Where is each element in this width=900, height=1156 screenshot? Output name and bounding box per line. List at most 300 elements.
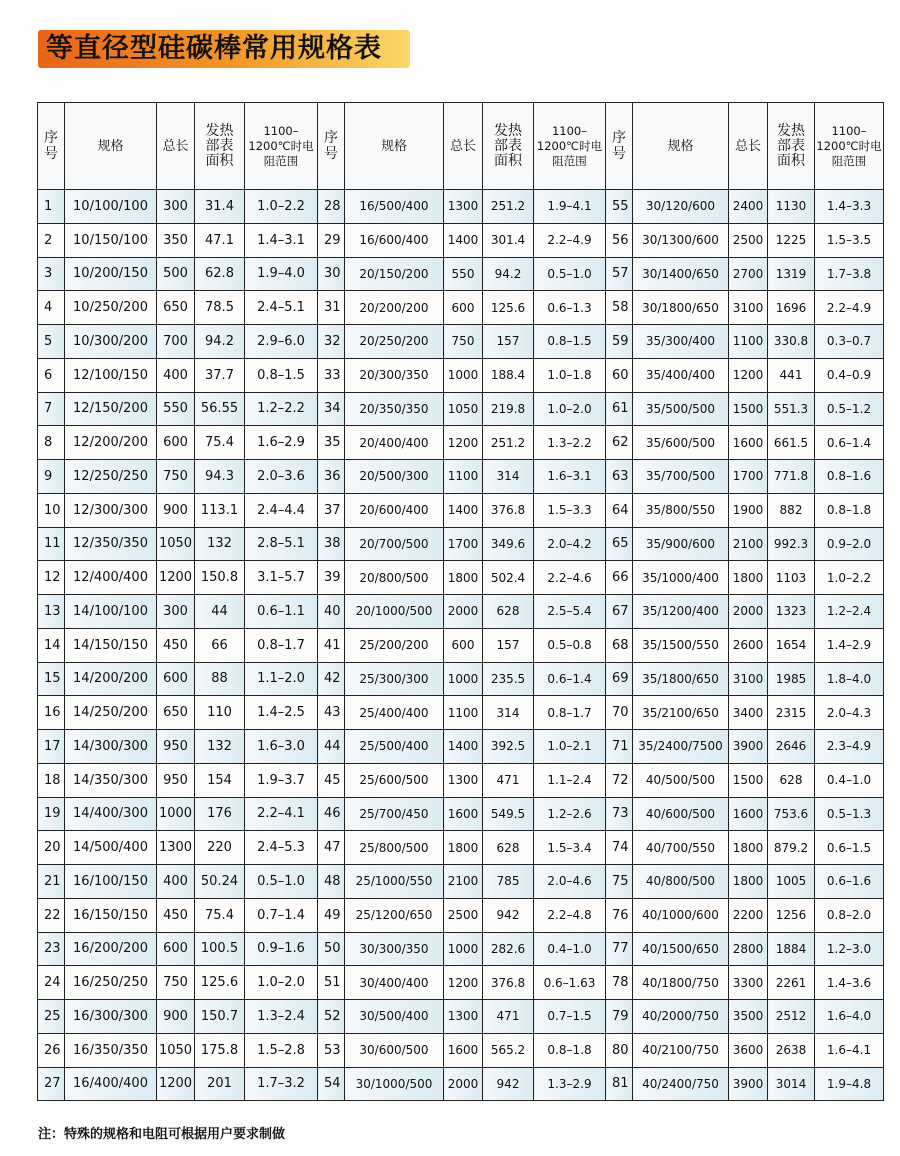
length-cell: 3300 xyxy=(729,966,768,1000)
row-number: 62 xyxy=(606,426,633,460)
area-cell: 201 xyxy=(195,1067,245,1101)
area-cell: 157 xyxy=(483,628,534,662)
area-cell: 1319 xyxy=(768,257,815,291)
resistance-cell: 1.9–4.1 xyxy=(534,190,606,224)
spec-cell: 16/250/250 xyxy=(65,966,157,1000)
spec-cell: 35/600/500 xyxy=(633,426,729,460)
length-cell: 1200 xyxy=(729,358,768,392)
table-row xyxy=(38,797,884,831)
area-cell: 47.1 xyxy=(195,223,245,257)
area-cell: 942 xyxy=(483,898,534,932)
header-spec xyxy=(633,103,729,190)
spec-cell: 35/2100/650 xyxy=(633,696,729,730)
resistance-cell: 0.6–1.4 xyxy=(815,426,884,460)
resistance-cell: 1.4–3.1 xyxy=(245,223,318,257)
resistance-cell: 0.7–1.5 xyxy=(534,1000,606,1034)
length-cell: 2200 xyxy=(729,898,768,932)
resistance-cell: 2.3–4.9 xyxy=(815,730,884,764)
spec-cell: 30/400/400 xyxy=(345,966,444,1000)
length-cell: 1300 xyxy=(444,190,483,224)
spec-cell: 25/1200/650 xyxy=(345,898,444,932)
row-number: 2 xyxy=(38,223,65,257)
resistance-cell: 1.4–2.5 xyxy=(245,696,318,730)
area-cell: 50.24 xyxy=(195,865,245,899)
row-number: 10 xyxy=(38,493,65,527)
row-number: 69 xyxy=(606,662,633,696)
header-area-label: 发热部表面积 xyxy=(777,122,805,169)
row-number: 50 xyxy=(318,932,345,966)
area-cell: 176 xyxy=(195,797,245,831)
area-cell: 66 xyxy=(195,628,245,662)
area-cell: 471 xyxy=(483,1000,534,1034)
header-length-label: 总长 xyxy=(162,138,189,154)
header-resistance xyxy=(534,103,606,190)
resistance-cell: 1.0–2.0 xyxy=(534,392,606,426)
length-cell: 1500 xyxy=(729,763,768,797)
resistance-cell: 0.4–1.0 xyxy=(815,763,884,797)
spec-cell: 10/150/100 xyxy=(65,223,157,257)
length-cell: 500 xyxy=(157,257,195,291)
row-number: 68 xyxy=(606,628,633,662)
spec-cell: 20/250/200 xyxy=(345,325,444,359)
spec-cell: 12/250/250 xyxy=(65,460,157,494)
area-cell: 1103 xyxy=(768,561,815,595)
length-cell: 2000 xyxy=(444,1067,483,1101)
row-number: 11 xyxy=(38,527,65,561)
spec-cell: 14/200/200 xyxy=(65,662,157,696)
spec-cell: 14/100/100 xyxy=(65,595,157,629)
length-cell: 3600 xyxy=(729,1033,768,1067)
resistance-cell: 1.5–2.8 xyxy=(245,1033,318,1067)
area-cell: 154 xyxy=(195,763,245,797)
row-number: 3 xyxy=(38,257,65,291)
resistance-cell: 0.8–1.8 xyxy=(815,493,884,527)
table-row xyxy=(38,662,884,696)
area-cell: 56.55 xyxy=(195,392,245,426)
length-cell: 1300 xyxy=(157,831,195,865)
row-number: 33 xyxy=(318,358,345,392)
row-number: 23 xyxy=(38,932,65,966)
resistance-cell: 1.9–3.7 xyxy=(245,763,318,797)
area-cell: 502.4 xyxy=(483,561,534,595)
area-cell: 992.3 xyxy=(768,527,815,561)
length-cell: 550 xyxy=(444,257,483,291)
table-row xyxy=(38,831,884,865)
spec-cell: 40/1500/650 xyxy=(633,932,729,966)
length-cell: 3100 xyxy=(729,291,768,325)
spec-cell: 35/1000/400 xyxy=(633,561,729,595)
length-cell: 400 xyxy=(157,358,195,392)
area-cell: 31.4 xyxy=(195,190,245,224)
row-number: 16 xyxy=(38,696,65,730)
area-cell: 251.2 xyxy=(483,426,534,460)
row-number: 72 xyxy=(606,763,633,797)
resistance-cell: 0.6–1.6 xyxy=(815,865,884,899)
spec-cell: 35/800/550 xyxy=(633,493,729,527)
spec-cell: 20/500/300 xyxy=(345,460,444,494)
length-cell: 750 xyxy=(157,966,195,1000)
row-number: 77 xyxy=(606,932,633,966)
length-cell: 1900 xyxy=(729,493,768,527)
table-row xyxy=(38,426,884,460)
spec-cell: 40/2000/750 xyxy=(633,1000,729,1034)
row-number: 65 xyxy=(606,527,633,561)
area-cell: 330.8 xyxy=(768,325,815,359)
spec-cell: 25/200/200 xyxy=(345,628,444,662)
resistance-cell: 0.9–2.0 xyxy=(815,527,884,561)
area-cell: 75.4 xyxy=(195,426,245,460)
resistance-cell: 0.4–0.9 xyxy=(815,358,884,392)
resistance-cell: 1.7–3.2 xyxy=(245,1067,318,1101)
resistance-cell: 1.5–3.4 xyxy=(534,831,606,865)
table-row xyxy=(38,392,884,426)
resistance-cell: 0.6–1.1 xyxy=(245,595,318,629)
row-number: 21 xyxy=(38,865,65,899)
row-number: 26 xyxy=(38,1033,65,1067)
spec-cell: 12/300/300 xyxy=(65,493,157,527)
spec-cell: 30/1300/600 xyxy=(633,223,729,257)
row-number: 6 xyxy=(38,358,65,392)
spec-cell: 40/500/500 xyxy=(633,763,729,797)
area-cell: 282.6 xyxy=(483,932,534,966)
resistance-cell: 1.6–3.0 xyxy=(245,730,318,764)
header-spec-label: 规格 xyxy=(97,138,124,154)
length-cell: 1000 xyxy=(157,797,195,831)
length-cell: 1800 xyxy=(444,831,483,865)
row-number: 9 xyxy=(38,460,65,494)
resistance-cell: 1.6–3.1 xyxy=(534,460,606,494)
row-number: 66 xyxy=(606,561,633,595)
row-number: 42 xyxy=(318,662,345,696)
length-cell: 3100 xyxy=(729,662,768,696)
area-cell: 882 xyxy=(768,493,815,527)
row-number: 80 xyxy=(606,1033,633,1067)
length-cell: 2500 xyxy=(444,898,483,932)
row-number: 67 xyxy=(606,595,633,629)
row-number: 41 xyxy=(318,628,345,662)
spec-cell: 35/400/400 xyxy=(633,358,729,392)
area-cell: 1130 xyxy=(768,190,815,224)
resistance-cell: 1.8–4.0 xyxy=(815,662,884,696)
area-cell: 661.5 xyxy=(768,426,815,460)
spec-cell: 16/300/300 xyxy=(65,1000,157,1034)
table-row xyxy=(38,460,884,494)
spec-cell: 16/500/400 xyxy=(345,190,444,224)
resistance-cell: 1.0–2.0 xyxy=(245,966,318,1000)
length-cell: 1400 xyxy=(444,223,483,257)
resistance-cell: 1.1–2.4 xyxy=(534,763,606,797)
resistance-cell: 2.5–5.4 xyxy=(534,595,606,629)
row-number: 70 xyxy=(606,696,633,730)
spec-cell: 25/600/500 xyxy=(345,763,444,797)
length-cell: 2800 xyxy=(729,932,768,966)
resistance-cell: 2.0–4.2 xyxy=(534,527,606,561)
area-cell: 1884 xyxy=(768,932,815,966)
area-cell: 113.1 xyxy=(195,493,245,527)
length-cell: 1800 xyxy=(444,561,483,595)
spec-cell: 40/700/550 xyxy=(633,831,729,865)
spec-cell: 30/120/600 xyxy=(633,190,729,224)
table-body xyxy=(38,190,884,1101)
length-cell: 3900 xyxy=(729,730,768,764)
length-cell: 2600 xyxy=(729,628,768,662)
header-no-label: 序号 xyxy=(612,130,626,162)
spec-cell: 20/400/400 xyxy=(345,426,444,460)
table-row xyxy=(38,257,884,291)
length-cell: 600 xyxy=(444,291,483,325)
resistance-cell: 1.6–4.0 xyxy=(815,1000,884,1034)
spec-cell: 16/400/400 xyxy=(65,1067,157,1101)
row-number: 48 xyxy=(318,865,345,899)
row-number: 52 xyxy=(318,1000,345,1034)
area-cell: 88 xyxy=(195,662,245,696)
resistance-cell: 1.4–3.3 xyxy=(815,190,884,224)
header-length-label: 总长 xyxy=(449,138,476,154)
row-number: 29 xyxy=(318,223,345,257)
area-cell: 942 xyxy=(483,1067,534,1101)
table-row xyxy=(38,898,884,932)
area-cell: 785 xyxy=(483,865,534,899)
resistance-cell: 2.0–4.3 xyxy=(815,696,884,730)
resistance-cell: 1.2–2.2 xyxy=(245,392,318,426)
area-cell: 314 xyxy=(483,696,534,730)
length-cell: 2700 xyxy=(729,257,768,291)
row-number: 59 xyxy=(606,325,633,359)
length-cell: 1050 xyxy=(157,1033,195,1067)
area-cell: 132 xyxy=(195,730,245,764)
header-resistance-label: 1100–1200℃时电阻范围 xyxy=(816,123,882,168)
length-cell: 1200 xyxy=(444,426,483,460)
area-cell: 628 xyxy=(768,763,815,797)
length-cell: 300 xyxy=(157,190,195,224)
resistance-cell: 1.9–4.0 xyxy=(245,257,318,291)
resistance-cell: 1.9–4.8 xyxy=(815,1067,884,1101)
spec-cell: 40/800/500 xyxy=(633,865,729,899)
area-cell: 44 xyxy=(195,595,245,629)
resistance-cell: 1.3–2.4 xyxy=(245,1000,318,1034)
header-resistance xyxy=(245,103,318,190)
length-cell: 1400 xyxy=(444,730,483,764)
resistance-cell: 1.5–3.5 xyxy=(815,223,884,257)
resistance-cell: 0.6–1.4 xyxy=(534,662,606,696)
spec-cell: 20/700/500 xyxy=(345,527,444,561)
area-cell: 125.6 xyxy=(483,291,534,325)
length-cell: 3500 xyxy=(729,1000,768,1034)
row-number: 25 xyxy=(38,1000,65,1034)
area-cell: 94.2 xyxy=(195,325,245,359)
table-row xyxy=(38,763,884,797)
table-row xyxy=(38,190,884,224)
resistance-cell: 0.5–1.0 xyxy=(534,257,606,291)
length-cell: 1050 xyxy=(444,392,483,426)
spec-cell: 10/100/100 xyxy=(65,190,157,224)
resistance-cell: 0.6–1.5 xyxy=(815,831,884,865)
spec-cell: 20/150/200 xyxy=(345,257,444,291)
length-cell: 1400 xyxy=(444,493,483,527)
spec-cell: 40/2100/750 xyxy=(633,1033,729,1067)
resistance-cell: 1.5–3.3 xyxy=(534,493,606,527)
length-cell: 1000 xyxy=(444,358,483,392)
table-row xyxy=(38,865,884,899)
resistance-cell: 2.2–4.8 xyxy=(534,898,606,932)
header-no xyxy=(38,103,65,190)
spec-cell: 16/200/200 xyxy=(65,932,157,966)
table-row xyxy=(38,325,884,359)
length-cell: 1300 xyxy=(444,763,483,797)
spec-cell: 35/1500/550 xyxy=(633,628,729,662)
resistance-cell: 0.8–1.5 xyxy=(534,325,606,359)
table-row xyxy=(38,628,884,662)
resistance-cell: 1.4–3.6 xyxy=(815,966,884,1000)
resistance-cell: 0.8–1.7 xyxy=(245,628,318,662)
area-cell: 1985 xyxy=(768,662,815,696)
area-cell: 628 xyxy=(483,595,534,629)
table-row xyxy=(38,561,884,595)
spec-cell: 35/1200/400 xyxy=(633,595,729,629)
length-cell: 2000 xyxy=(444,595,483,629)
spec-cell: 12/200/200 xyxy=(65,426,157,460)
area-cell: 376.8 xyxy=(483,966,534,1000)
area-cell: 471 xyxy=(483,763,534,797)
resistance-cell: 2.8–5.1 xyxy=(245,527,318,561)
spec-cell: 20/300/350 xyxy=(345,358,444,392)
table-row xyxy=(38,1033,884,1067)
spec-cell: 25/300/300 xyxy=(345,662,444,696)
area-cell: 314 xyxy=(483,460,534,494)
resistance-cell: 1.6–2.9 xyxy=(245,426,318,460)
header-length xyxy=(157,103,195,190)
resistance-cell: 0.6–1.63 xyxy=(534,966,606,1000)
row-number: 17 xyxy=(38,730,65,764)
length-cell: 1600 xyxy=(444,1033,483,1067)
area-cell: 94.3 xyxy=(195,460,245,494)
length-cell: 1500 xyxy=(729,392,768,426)
row-number: 31 xyxy=(318,291,345,325)
area-cell: 150.8 xyxy=(195,561,245,595)
area-cell: 1005 xyxy=(768,865,815,899)
spec-table xyxy=(37,102,884,1101)
row-number: 60 xyxy=(606,358,633,392)
spec-cell: 14/350/300 xyxy=(65,763,157,797)
area-cell: 441 xyxy=(768,358,815,392)
header-area-label: 发热部表面积 xyxy=(494,122,522,169)
spec-cell: 12/400/400 xyxy=(65,561,157,595)
row-number: 24 xyxy=(38,966,65,1000)
row-number: 45 xyxy=(318,763,345,797)
spec-cell: 35/1800/650 xyxy=(633,662,729,696)
resistance-cell: 1.2–2.4 xyxy=(815,595,884,629)
resistance-cell: 0.5–1.0 xyxy=(245,865,318,899)
area-cell: 2646 xyxy=(768,730,815,764)
area-cell: 175.8 xyxy=(195,1033,245,1067)
length-cell: 3400 xyxy=(729,696,768,730)
row-number: 40 xyxy=(318,595,345,629)
length-cell: 1000 xyxy=(444,662,483,696)
resistance-cell: 0.3–0.7 xyxy=(815,325,884,359)
spec-cell: 10/200/150 xyxy=(65,257,157,291)
row-number: 28 xyxy=(318,190,345,224)
resistance-cell: 2.9–6.0 xyxy=(245,325,318,359)
area-cell: 62.8 xyxy=(195,257,245,291)
row-number: 30 xyxy=(318,257,345,291)
header-length-label: 总长 xyxy=(734,138,761,154)
length-cell: 650 xyxy=(157,696,195,730)
length-cell: 600 xyxy=(157,932,195,966)
length-cell: 400 xyxy=(157,865,195,899)
spec-cell: 14/400/300 xyxy=(65,797,157,831)
area-cell: 565.2 xyxy=(483,1033,534,1067)
length-cell: 350 xyxy=(157,223,195,257)
length-cell: 650 xyxy=(157,291,195,325)
row-number: 44 xyxy=(318,730,345,764)
row-number: 78 xyxy=(606,966,633,1000)
resistance-cell: 2.4–5.3 xyxy=(245,831,318,865)
table-row xyxy=(38,493,884,527)
resistance-cell: 0.6–1.3 xyxy=(534,291,606,325)
area-cell: 376.8 xyxy=(483,493,534,527)
page-title: 等直径型硅碳棒常用规格表 xyxy=(46,33,382,64)
resistance-cell: 0.8–2.0 xyxy=(815,898,884,932)
table-row xyxy=(38,1067,884,1101)
resistance-cell: 2.2–4.1 xyxy=(245,797,318,831)
header-spec xyxy=(345,103,444,190)
resistance-cell: 1.0–2.2 xyxy=(815,561,884,595)
row-number: 75 xyxy=(606,865,633,899)
length-cell: 1800 xyxy=(729,865,768,899)
row-number: 8 xyxy=(38,426,65,460)
length-cell: 1100 xyxy=(729,325,768,359)
row-number: 15 xyxy=(38,662,65,696)
resistance-cell: 0.8–1.7 xyxy=(534,696,606,730)
header-length xyxy=(729,103,768,190)
spec-cell: 10/250/200 xyxy=(65,291,157,325)
table-row xyxy=(38,966,884,1000)
row-number: 13 xyxy=(38,595,65,629)
footnote: 注：特殊的规格和电阻可根据用户要求制做 xyxy=(38,1127,286,1142)
length-cell: 1200 xyxy=(157,561,195,595)
area-cell: 879.2 xyxy=(768,831,815,865)
resistance-cell: 1.3–2.2 xyxy=(534,426,606,460)
row-number: 56 xyxy=(606,223,633,257)
spec-cell: 35/500/500 xyxy=(633,392,729,426)
spec-cell: 20/350/350 xyxy=(345,392,444,426)
header-resistance xyxy=(815,103,884,190)
resistance-cell: 0.8–1.8 xyxy=(534,1033,606,1067)
spec-cell: 40/2400/750 xyxy=(633,1067,729,1101)
row-number: 32 xyxy=(318,325,345,359)
spec-cell: 25/800/500 xyxy=(345,831,444,865)
resistance-cell: 1.2–3.0 xyxy=(815,932,884,966)
table-row xyxy=(38,527,884,561)
row-number: 47 xyxy=(318,831,345,865)
row-number: 64 xyxy=(606,493,633,527)
row-number: 61 xyxy=(606,392,633,426)
resistance-cell: 2.4–5.1 xyxy=(245,291,318,325)
area-cell: 100.5 xyxy=(195,932,245,966)
area-cell: 37.7 xyxy=(195,358,245,392)
length-cell: 1200 xyxy=(157,1067,195,1101)
length-cell: 700 xyxy=(157,325,195,359)
spec-cell: 16/100/150 xyxy=(65,865,157,899)
spec-cell: 16/600/400 xyxy=(345,223,444,257)
header-resistance-label: 1100–1200℃时电阻范围 xyxy=(536,123,603,168)
header-no-label: 序号 xyxy=(324,130,338,162)
area-cell: 1323 xyxy=(768,595,815,629)
title-banner xyxy=(38,30,410,68)
header-no xyxy=(318,103,345,190)
row-number: 22 xyxy=(38,898,65,932)
spec-cell: 20/200/200 xyxy=(345,291,444,325)
